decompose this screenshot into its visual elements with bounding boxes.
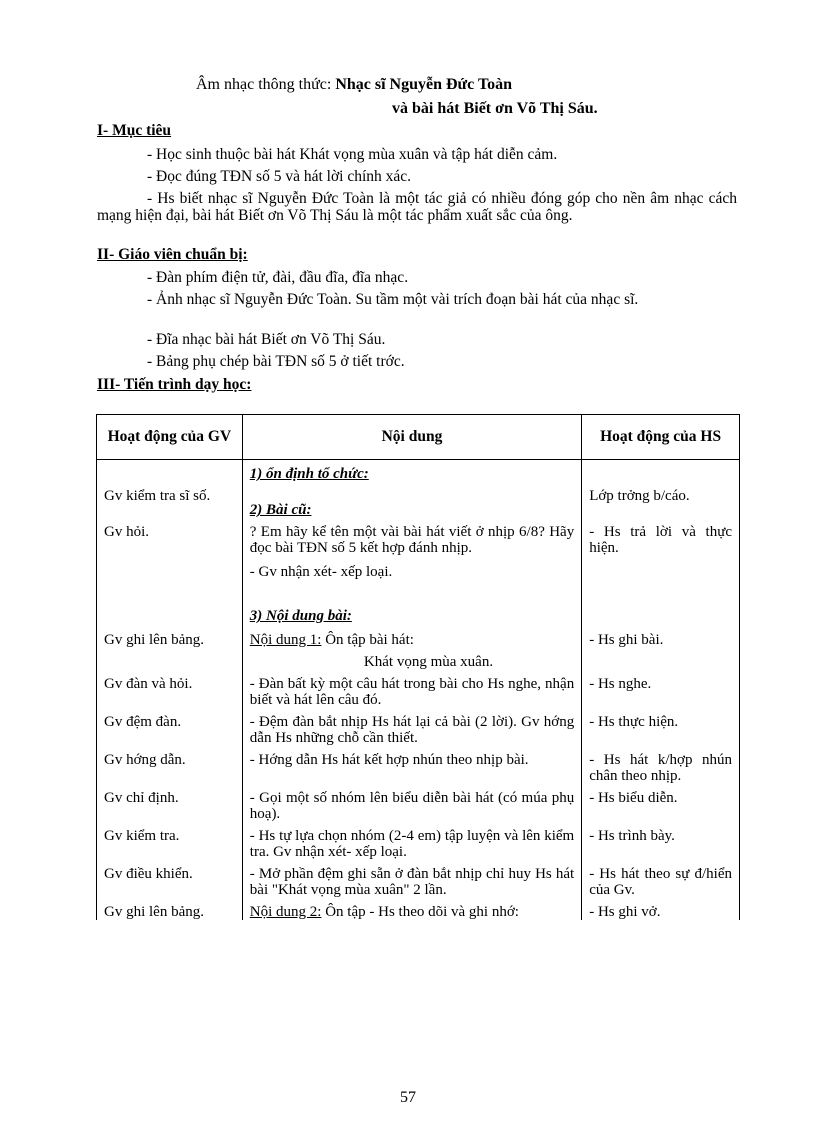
gv-cell: Gv hỏi. xyxy=(104,524,149,540)
gv-cell: Gv ghi lên bảng. xyxy=(104,904,204,920)
prep-item-3: - Đĩa nhạc bài hát Biết ơn Võ Thị Sáu. xyxy=(147,331,386,348)
gv-cell: Gv đệm đàn. xyxy=(104,714,182,730)
table-row xyxy=(97,670,740,708)
lesson-title xyxy=(196,76,512,94)
content-cell: - Đệm đàn bắt nhịp Hs hát lại cả bài (2 lời). Gv hớng dẫn Hs những chỗ cần thiết. xyxy=(249,714,575,746)
title-bold: Nhạc sĩ Nguyễn Đức Toàn xyxy=(335,76,513,93)
table-row xyxy=(97,860,740,898)
hs-cell: - Hs nghe. xyxy=(589,676,652,692)
section-objectives-heading: I- Mục tiêu xyxy=(97,122,172,139)
lesson-subtitle: và bài hát Biết ơn Võ Thị Sáu. xyxy=(392,100,598,117)
content-label: Nội dung 1: xyxy=(249,632,322,648)
objective-item-1: - Học sinh thuộc bài hát Khát vọng mùa xuân và tập hát diễn cảm. xyxy=(147,146,558,163)
table-row xyxy=(97,746,740,784)
table-row xyxy=(97,626,740,670)
gv-cell: Gv chỉ định. xyxy=(104,790,179,806)
content-cell: - Mở phần đệm ghi sẵn ở đàn bắt nhịp chỉ huy Hs hát bài "Khát vọng mùa xuân" 2 lần. xyxy=(249,866,575,898)
content-cell: ? Em hãy kể tên một vài bài hát viết ở nhịp 6/8? Hãy đọc bài TĐN số 5 kết hợp đánh nhịp. xyxy=(249,524,575,556)
section-process-heading: III- Tiến trình dạy học: xyxy=(97,376,252,393)
hs-cell: - Hs ghi bài. xyxy=(589,632,664,648)
objective-item-2: - Đọc đúng TĐN số 5 và hát lời chính xác. xyxy=(147,168,412,185)
hs-cell: - Hs trình bày. xyxy=(589,828,675,844)
hs-cell: - Hs ghi vở. xyxy=(589,904,661,920)
section-preparation-heading: II- Giáo viên chuẩn bị: xyxy=(97,246,248,263)
table-row xyxy=(97,518,740,626)
content-cell: - Hs tự lựa chọn nhóm (2-4 em) tập luyện và lên kiểm tra. Gv nhận xét- xếp loại. xyxy=(249,828,575,860)
gv-cell: Gv kiểm tra. xyxy=(104,828,180,844)
lesson-table xyxy=(96,414,740,920)
hs-cell: - Hs trả lời và thực hiện. xyxy=(589,524,732,556)
table-row xyxy=(97,898,740,920)
header-content: Nội dung xyxy=(242,415,581,460)
step-heading-3: 3) Nội dung bài: xyxy=(249,608,352,624)
step-heading-2: 2) Bài cũ: xyxy=(249,502,312,518)
title-prefix: Âm nhạc thông thức: xyxy=(196,76,336,93)
song-title: Khát vọng mùa xuân. xyxy=(363,654,494,670)
content-cell-note: - Gv nhận xét- xếp loại. xyxy=(249,564,393,580)
table-row xyxy=(97,460,740,519)
gv-cell: Gv điều khiển. xyxy=(104,866,193,882)
content-cell: - Hớng dẫn Hs hát kết hợp nhún theo nhịp bài. xyxy=(249,752,529,768)
gv-cell: Gv ghi lên bảng. xyxy=(104,632,204,648)
prep-item-4: - Bảng phụ chép bài TĐN số 5 ở tiết trớc. xyxy=(147,353,405,370)
prep-item-1: - Đàn phím điện tử, đài, đầu đĩa, đĩa nhạc. xyxy=(147,269,409,286)
content-label: Nội dung 2: xyxy=(249,904,322,920)
objective-item-3: - Hs biết nhạc sĩ Nguyễn Đức Toàn là một tác giả có nhiều đóng góp cho nền âm nhạc cách mạng hiện đại, bài hát Biết ơn Võ Thị Sáu là một tác phẩm xuất sắc của ông. xyxy=(97,190,737,224)
prep-item-2: - Ảnh nhạc sĩ Nguyễn Đức Toàn. Su tầm một vài trích đoạn bài hát của nhạc sĩ. xyxy=(147,291,639,308)
gv-cell: Gv hớng dẫn. xyxy=(104,752,186,768)
step-heading-1: 1) ổn định tổ chức: xyxy=(249,466,369,482)
hs-cell: - Hs hát k/hợp nhún chân theo nhịp. xyxy=(589,752,732,784)
hs-cell: - Hs hát theo sự đ/hiển của Gv. xyxy=(589,866,732,898)
hs-cell: - Hs biểu diễn. xyxy=(589,790,678,806)
gv-cell: Gv đàn và hỏi. xyxy=(104,676,193,692)
content-cell: Ôn tập - Hs theo dõi và ghi nhớ: xyxy=(321,904,519,920)
table-row xyxy=(97,822,740,860)
content-cell: - Gọi một số nhóm lên biểu diễn bài hát (có múa phụ hoạ). xyxy=(249,790,575,822)
table-row xyxy=(97,708,740,746)
hs-cell: Lớp trởng b/cáo. xyxy=(589,488,690,504)
header-student-activity: Hoạt động của HS xyxy=(582,415,740,460)
content-cell: Ôn tập bài hát: xyxy=(321,632,414,648)
header-teacher-activity: Hoạt động của GV xyxy=(97,415,243,460)
hs-cell: - Hs thực hiện. xyxy=(589,714,679,730)
gv-cell: Gv kiểm tra sĩ số. xyxy=(104,488,211,504)
content-cell: - Đàn bất kỳ một câu hát trong bài cho Hs nghe, nhận biết và hát lên câu đó. xyxy=(249,676,575,708)
page-number: 57 xyxy=(400,1089,416,1106)
table-row xyxy=(97,784,740,822)
